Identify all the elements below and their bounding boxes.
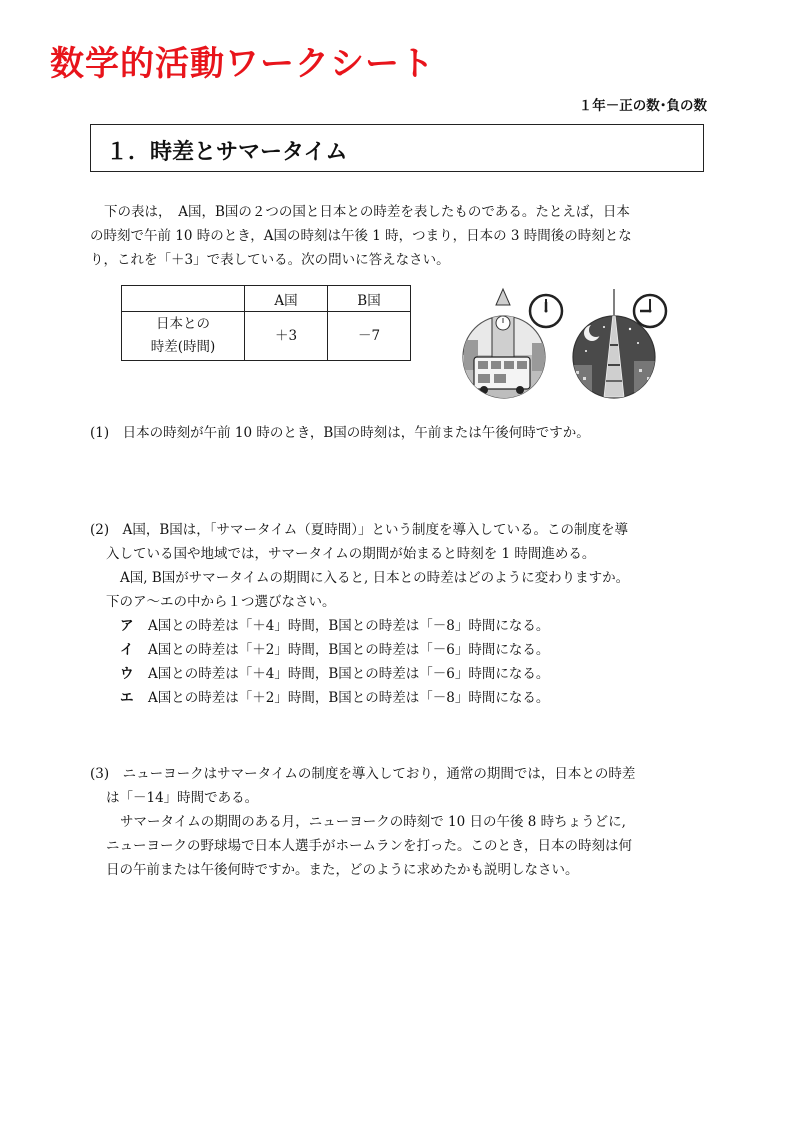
choice-symbol: ア	[120, 618, 134, 634]
section-header-box	[90, 124, 704, 172]
table-cell-country-a: ＋3	[245, 312, 328, 361]
choice-symbol: エ	[120, 690, 134, 706]
table-cell-country-b: －7	[328, 312, 411, 361]
clock-12-icon	[530, 295, 562, 327]
choice-i	[90, 638, 720, 662]
time-difference-table	[121, 285, 411, 361]
question-1	[90, 421, 720, 445]
choice-e	[90, 686, 720, 710]
question-2-line: (2) A国，B国は，「サマータイム（夏時間）」という制度を導入している。この制度を導	[90, 522, 629, 538]
tokyo-tower-night-icon	[568, 285, 678, 400]
choice-text: A国との時差は「＋2」時間，B国との時差は「－8」時間になる。	[148, 690, 550, 706]
choice-symbol: イ	[120, 642, 134, 658]
question-2-line: 下のア～エの中から１つ選びなさい。	[106, 594, 336, 610]
row-label-line-2: 時差(時間)	[150, 339, 216, 355]
choice-symbol: ウ	[120, 666, 134, 682]
page-title: 数学的活動ワークシート	[50, 44, 435, 84]
clock-9-icon	[634, 295, 666, 327]
question-2-line: A国, B国がサマータイムの期間に入ると, 日本との時差はどのように変わりますか。	[120, 570, 630, 586]
table-header-country-b: B国	[328, 286, 411, 312]
choice-text: A国との時差は「＋4」時間，B国との時差は「－8」時間になる。	[148, 618, 550, 634]
table-header-empty	[122, 286, 245, 312]
question-2-line: 入している国や地域では，サマータイムの期間が始まると時刻を 1 時間進める。	[106, 546, 596, 562]
intro-line: の時刻で午前 10 時のとき，A国の時刻は午後 1 時，つまり，日本の 3 時間後の時刻とな	[90, 228, 632, 244]
table-row-label	[122, 312, 245, 361]
choice-text: A国との時差は「＋4」時間，B国との時差は「－6」時間になる。	[148, 666, 550, 682]
question-3	[90, 762, 720, 882]
intro-paragraph	[90, 200, 715, 272]
intro-line: 下の表は， A国，B国の２つの国と日本との時差を表したものである。たとえば，日本	[104, 204, 630, 220]
unit-label: １年－正の数･負の数	[578, 98, 707, 114]
choice-text: A国との時差は「＋2」時間，B国との時差は「－6」時間になる。	[148, 642, 550, 658]
question-3-line: (3) ニューヨークはサマータイムの制度を導入しており，通常の期間では，日本との時差	[90, 766, 636, 782]
row-label-line-1: 日本との	[156, 316, 210, 332]
table-header-country-a: A国	[245, 286, 328, 312]
question-1-text: (1) 日本の時刻が午前 10 時のとき，B国の時刻は，午前または午後何時ですか。	[90, 425, 590, 441]
choice-u	[90, 662, 720, 686]
london-big-ben-bus-icon	[460, 285, 570, 400]
question-2	[90, 518, 720, 710]
choice-a	[90, 614, 720, 638]
section-title: １．時差とサマータイム	[106, 140, 348, 165]
intro-line: り，これを「＋3」で表している。次の問いに答えなさい。	[90, 252, 450, 268]
question-3-line: サマータイムの期間のある月，ニューヨークの時刻で 10 日の午後 8 時ちょうどに,	[120, 814, 626, 830]
question-3-line: は「－14」時間である。	[106, 790, 259, 806]
question-3-line: 日の午前または午後何時ですか。また，どのように求めたかも説明しなさい。	[106, 862, 579, 878]
question-3-line: ニューヨークの野球場で日本人選手がホームランを打った。このとき，日本の時刻は何	[106, 838, 632, 854]
